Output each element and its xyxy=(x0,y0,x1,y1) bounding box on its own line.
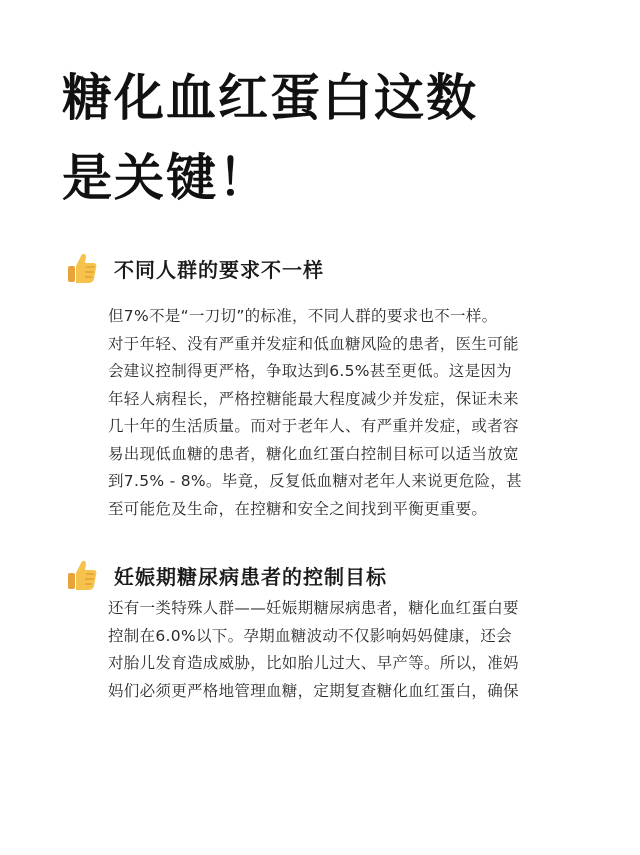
title-line-2: 是关键！ xyxy=(62,149,270,207)
thumbs-up-icon xyxy=(64,250,100,286)
paragraph-line: 对于年轻、没有严重并发症和低血糖风险的患者，医生可能 xyxy=(108,334,519,353)
section-1-paragraph xyxy=(108,303,598,523)
page-title xyxy=(62,58,478,218)
paragraph-line: 几十年的生活质量。而对于老年人、有严重并发症，或者容 xyxy=(108,417,519,435)
section-2-title: 妊娠期糖尿病患者的控制目标 xyxy=(114,564,387,589)
section-1-title: 不同人群的要求不一样 xyxy=(114,257,324,282)
section-1-header xyxy=(64,250,324,286)
paragraph-line: 但7%不是“一刀切”的标准，不同人群的要求也不一样。 xyxy=(108,307,498,325)
section-2-header xyxy=(64,557,387,593)
title-line-1: 糖化血红蛋白这数 xyxy=(62,69,478,127)
paragraph-line: 会建议控制得更严格，争取达到6.5%甚至更低。这是因为 xyxy=(108,362,512,380)
paragraph-line: 易出现低血糖的患者，糖化血红蛋白控制目标可以适当放宽 xyxy=(108,444,519,463)
paragraph-line: 控制在6.0%以下。孕期血糖波动不仅影响妈妈健康，还会 xyxy=(108,626,512,645)
thumbs-up-icon xyxy=(64,557,100,593)
paragraph-line: 至可能危及生命，在控糖和安全之间找到平衡更重要。 xyxy=(108,499,488,518)
paragraph-line: 到7.5% - 8%。毕竟，反复低血糖对老年人来说更危险，甚 xyxy=(108,472,522,490)
section-2-paragraph xyxy=(108,595,598,705)
paragraph-line: 年轻人病程长，严格控糖能最大程度减少并发症，保证未来 xyxy=(108,389,519,408)
paragraph-line: 还有一类特殊人群——妊娠期糖尿病患者，糖化血红蛋白要 xyxy=(108,599,519,617)
paragraph-line: 妈们必须更严格地管理血糖，定期复查糖化血红蛋白，确保 xyxy=(108,681,519,700)
paragraph-line: 对胎儿发育造成威胁，比如胎儿过大、早产等。所以，准妈 xyxy=(108,654,519,672)
